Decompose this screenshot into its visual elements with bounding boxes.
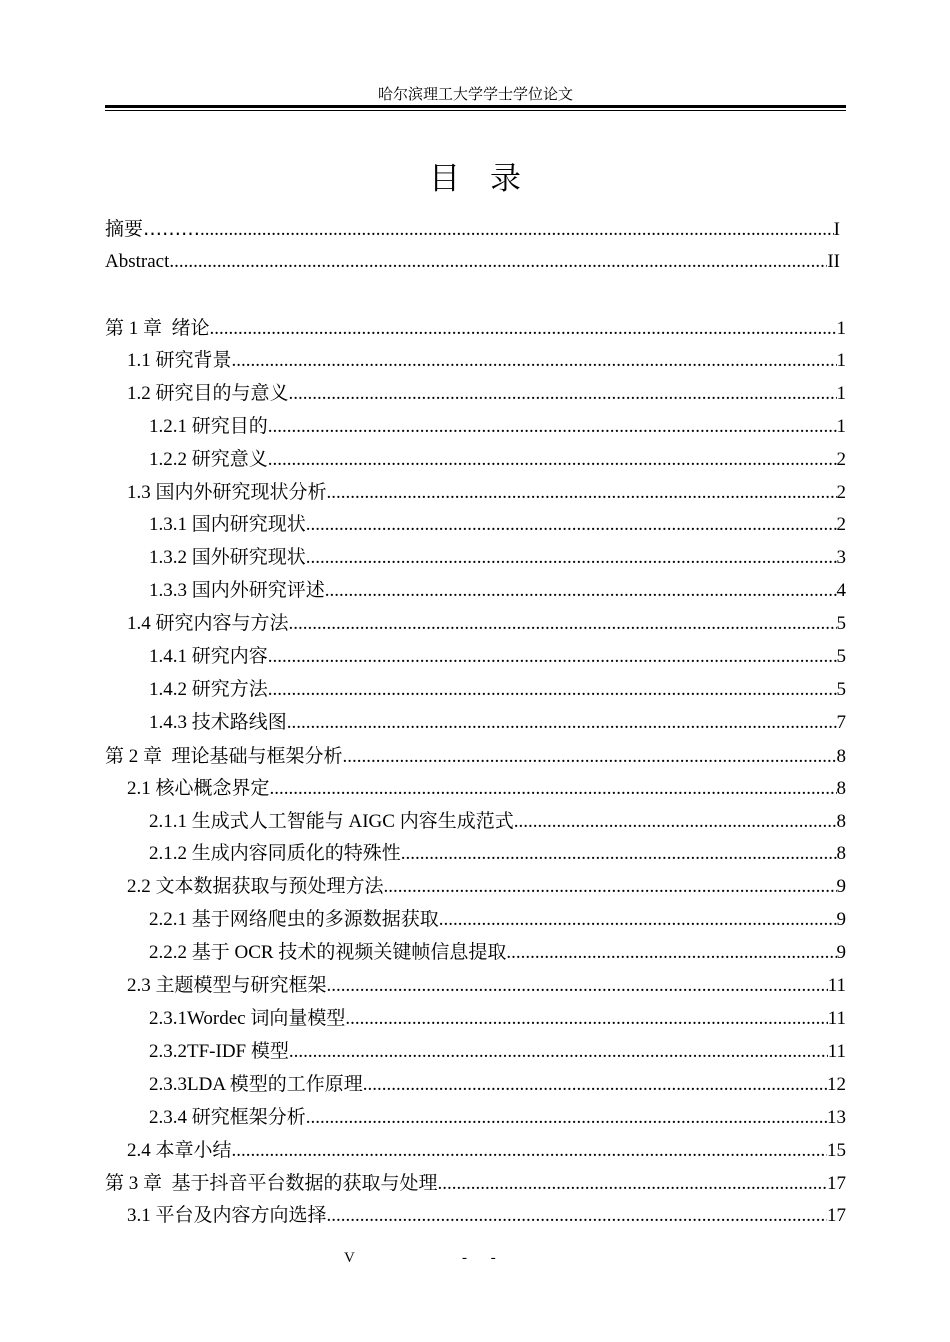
toc-entry-page: 1 <box>836 350 846 371</box>
toc-entry-label: 2.3.3LDA 模型的工作原理 <box>149 1074 363 1095</box>
dot-leader <box>268 413 837 441</box>
toc-section-entry[interactable] <box>127 479 846 507</box>
toc-subsection-entry[interactable] <box>149 1005 846 1033</box>
toc-subsection-entry[interactable] <box>149 544 846 572</box>
dot-leader <box>506 939 836 967</box>
toc-entry-page: 1 <box>836 318 846 339</box>
dot-leader <box>306 544 837 572</box>
toc-entry-label: 1.4.3 技术路线图 <box>149 712 287 733</box>
toc-entry-label: 2.2 文本数据获取与预处理方法 <box>127 876 384 897</box>
toc-entry-label: 2.2.2 基于 OCR 技术的视频关键帧信息提取 <box>149 942 507 963</box>
chapter-title: 基于抖音平台数据的获取与处理 <box>171 1172 438 1194</box>
toc-entry-page: 12 <box>827 1074 846 1095</box>
toc-entry-page: 17 <box>827 1173 846 1194</box>
toc-entry-label <box>105 742 343 771</box>
toc-section-entry[interactable] <box>127 380 846 408</box>
dot-leader <box>169 248 827 276</box>
toc-entry-page: 9 <box>836 876 846 897</box>
toc-subsection-entry[interactable] <box>149 1038 846 1066</box>
dot-leader <box>343 743 837 771</box>
dot-leader <box>384 873 837 901</box>
dot-leader <box>200 216 834 244</box>
footer-page-number: V <box>344 1250 355 1266</box>
toc-section-entry[interactable] <box>127 972 846 1000</box>
toc-entry-label: 1.3.1 国内研究现状 <box>149 514 306 535</box>
toc-entry-label: 1.4.2 研究方法 <box>149 679 268 700</box>
toc-entry-label: 2.3 主题模型与研究框架 <box>127 975 327 996</box>
dot-leader <box>327 1202 827 1230</box>
toc-entry-label: 1.4.1 研究内容 <box>149 646 268 667</box>
dot-leader <box>306 511 837 539</box>
toc-entry-label <box>105 1169 438 1198</box>
toc-chapter-entry[interactable] <box>105 742 846 770</box>
toc-subsection-entry[interactable] <box>149 709 846 737</box>
toc-section-entry[interactable] <box>127 1202 846 1230</box>
toc-entry-page: 1 <box>836 383 846 404</box>
toc-section-entry[interactable] <box>127 873 846 901</box>
toc-entry-page: 13 <box>827 1107 846 1128</box>
dot-leader <box>306 1104 827 1132</box>
toc-entry-page: 15 <box>827 1140 846 1161</box>
dot-leader <box>327 972 828 1000</box>
toc-entry-page: 17 <box>827 1205 846 1226</box>
toc-entry-label: 1.2.2 研究意义 <box>149 449 268 470</box>
dot-leader <box>327 479 837 507</box>
toc-entry-page: 5 <box>836 613 846 634</box>
dot-leader <box>438 1170 827 1198</box>
dot-leader <box>268 643 837 671</box>
toc-subsection-entry[interactable] <box>149 446 846 474</box>
chapter-title: 理论基础与框架分析 <box>171 745 343 767</box>
toc-entry-page: 1 <box>836 416 846 437</box>
dot-leader <box>289 380 837 408</box>
toc-entry-page: 9 <box>836 909 846 930</box>
toc-entry-page: I <box>833 219 840 240</box>
toc-entry-page: II <box>827 251 840 272</box>
dot-leader <box>287 709 837 737</box>
toc-entry-label: 1.2.1 研究目的 <box>149 416 268 437</box>
dot-leader <box>289 610 837 638</box>
dot-leader <box>268 676 837 704</box>
chapter-number: 第 1 章 <box>105 318 172 339</box>
toc-entry-page: 11 <box>827 975 846 996</box>
dot-leader <box>270 775 837 803</box>
toc-subsection-entry[interactable] <box>149 413 846 441</box>
dot-leader <box>210 315 837 343</box>
toc-front-entry[interactable] <box>105 248 840 276</box>
toc-entry-label: 2.3.4 研究框架分析 <box>149 1107 306 1128</box>
dot-leader <box>401 840 837 868</box>
chapter-number: 第 3 章 <box>105 1173 172 1194</box>
toc-entry-page: 11 <box>827 1041 846 1062</box>
toc-entry-page: 9 <box>836 942 846 963</box>
toc-entry-label: 2.1.1 生成式人工智能与 AIGC 内容生成范式 <box>149 811 514 832</box>
toc-entry-label: 2.1.2 生成内容同质化的特殊性 <box>149 843 401 864</box>
toc-section-entry[interactable] <box>127 1137 846 1165</box>
toc-front-entry[interactable] <box>105 215 840 243</box>
toc-entry-page: 2 <box>836 449 846 470</box>
toc-entry-page: 8 <box>836 811 846 832</box>
footer-marks: - - <box>462 1250 506 1266</box>
dot-leader <box>363 1071 827 1099</box>
toc-entry-page: 8 <box>836 843 846 864</box>
toc-entry-label: 2.3.2TF-IDF 模型 <box>149 1041 289 1062</box>
dot-leader <box>514 808 837 836</box>
toc-entry-page: 8 <box>836 778 846 799</box>
toc-title: 目录 <box>429 161 551 197</box>
toc-entry-label: 1.3 国内外研究现状分析 <box>127 482 327 503</box>
toc-entry-label: 2.1 核心概念界定 <box>127 778 270 799</box>
dot-leader <box>232 347 837 375</box>
toc-entry-label: 1.3.2 国外研究现状 <box>149 547 306 568</box>
chapter-number: 第 2 章 <box>105 746 172 767</box>
dot-leader <box>268 446 837 474</box>
toc-section-entry[interactable] <box>127 610 846 638</box>
toc-entry-page: 2 <box>836 482 846 503</box>
toc-entry-page: 2 <box>836 514 846 535</box>
toc-entry-page: 8 <box>836 746 846 767</box>
toc-subsection-entry[interactable] <box>149 676 846 704</box>
toc-subsection-entry[interactable] <box>149 643 846 671</box>
toc-entry-page: 4 <box>836 580 846 601</box>
dot-leader <box>439 906 837 934</box>
toc-entry-page: 5 <box>836 679 846 700</box>
toc-entry-label: Abstract <box>105 251 170 272</box>
dot-leader <box>289 1038 828 1066</box>
toc-entry-label: 摘要……… <box>105 218 201 240</box>
toc-section-entry[interactable] <box>127 775 846 803</box>
toc-chapter-entry[interactable] <box>105 1169 846 1197</box>
toc-entry-label: 2.4 本章小结 <box>127 1140 232 1161</box>
toc-entry-label: 1.1 研究背景 <box>127 350 232 371</box>
toc-entry-label: 1.3.3 国内外研究评述 <box>149 580 325 601</box>
toc-entry-label: 1.4 研究内容与方法 <box>127 613 289 634</box>
toc-subsection-entry[interactable] <box>149 577 846 605</box>
dot-leader <box>325 577 837 605</box>
toc-section-entry[interactable] <box>127 347 846 375</box>
toc-entry-label <box>105 314 210 343</box>
toc-entry-page: 3 <box>836 547 846 568</box>
chapter-title: 绪论 <box>171 317 210 339</box>
toc-subsection-entry[interactable] <box>149 511 846 539</box>
dot-leader <box>345 1005 827 1033</box>
dot-leader <box>232 1137 827 1165</box>
toc-subsection-entry[interactable] <box>149 808 846 836</box>
toc-entry-page: 7 <box>836 712 846 733</box>
toc-entry-page: 11 <box>827 1008 846 1029</box>
toc-entry-page: 5 <box>836 646 846 667</box>
page-header: 哈尔滨理工大学学士学位论文 <box>377 87 573 103</box>
toc-subsection-entry[interactable] <box>149 1104 846 1132</box>
toc-subsection-entry[interactable] <box>149 906 846 934</box>
toc-subsection-entry[interactable] <box>149 840 846 868</box>
toc-entry-label: 2.3.1Wordec 词向量模型 <box>149 1008 346 1029</box>
toc-subsection-entry[interactable] <box>149 939 846 967</box>
toc-subsection-entry[interactable] <box>149 1071 846 1099</box>
toc-entry-label: 1.2 研究目的与意义 <box>127 383 289 404</box>
toc-entry-label: 3.1 平台及内容方向选择 <box>127 1205 327 1226</box>
toc-chapter-entry[interactable] <box>105 314 846 342</box>
toc-entry-label: 2.2.1 基于网络爬虫的多源数据获取 <box>149 909 439 930</box>
